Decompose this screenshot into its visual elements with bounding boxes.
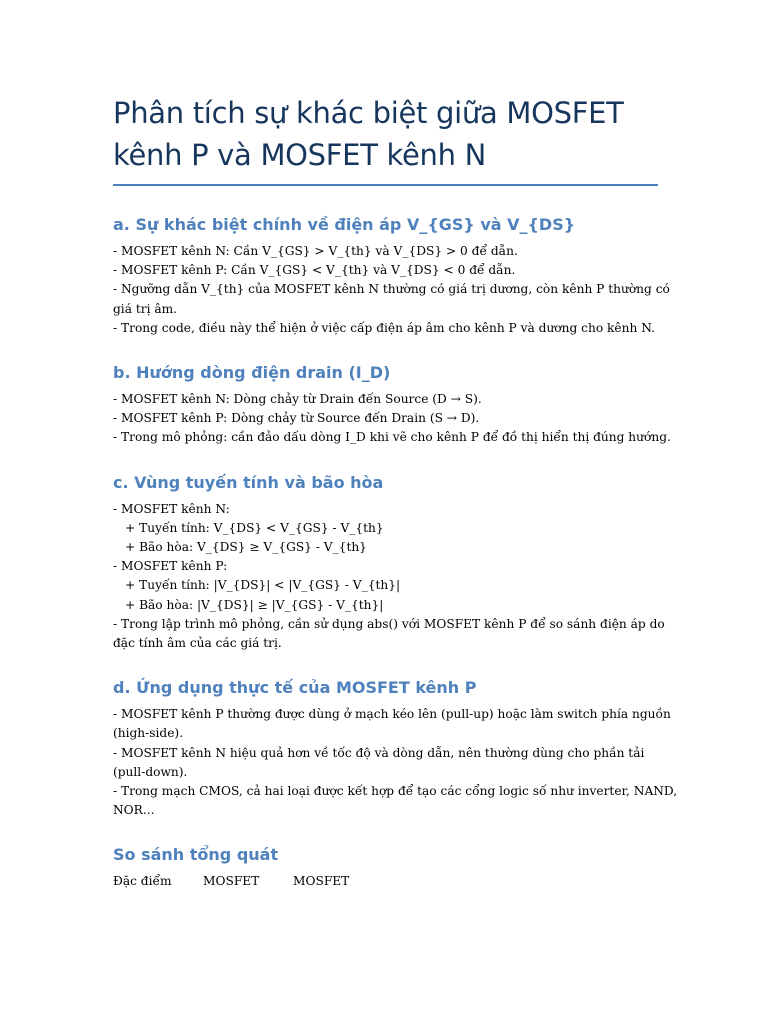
table-header-cell: MOSFET: [203, 874, 260, 889]
title-line-2: kênh P và MOSFET kênh N: [113, 138, 487, 172]
body-line: NOR...: [113, 803, 155, 818]
body-line: - MOSFET kênh P:: [113, 559, 228, 574]
section-applications: [113, 677, 678, 820]
body-line: - Trong mô phỏng: cần đảo dấu dòng I_D khi vẽ cho kênh P để đồ thị hiển thị đúng hướng.: [113, 430, 671, 445]
section-regions: [113, 472, 665, 654]
section-voltage: [113, 214, 670, 338]
section-heading: c. Vùng tuyến tính và bão hòa: [113, 472, 384, 492]
section-heading: So sánh tổng quát: [113, 845, 279, 865]
body-line: (pull-down).: [113, 764, 188, 779]
comparison-table-header: [113, 872, 658, 891]
body-line: - MOSFET kênh N hiệu quả hơn về tốc độ và dòng dẫn, nên thường dùng cho phần tải: [113, 745, 645, 760]
body-line: - Trong code, điều này thể hiện ở việc cấp điện áp âm cho kênh P và dương cho kênh N.: [113, 320, 655, 335]
body-line: + Bão hòa: V_{DS} ≥ V_{GS} - V_{th}: [125, 540, 367, 555]
body-line: - Trong mạch CMOS, cả hai loại được kết hợp để tạo các cổng logic số như inverter, NAND,: [113, 784, 678, 799]
body-line: (high-side).: [113, 726, 184, 741]
title-line-1: Phân tích sự khác biệt giữa MOSFET: [113, 96, 624, 130]
body-line: - MOSFET kênh P thường được dùng ở mạch kéo lên (pull-up) hoặc làm switch phía nguồn: [113, 707, 671, 722]
body-line: + Bão hòa: |V_{DS}| ≥ |V_{GS} - V_{th}|: [125, 597, 384, 612]
table-header-cell: Đặc điểm: [113, 874, 172, 889]
document-page: [113, 92, 678, 891]
body-line: đặc tính âm của các giá trị.: [113, 636, 282, 651]
body-line: - MOSFET kênh N: Dòng chảy từ Drain đến Source (D → S).: [113, 392, 482, 407]
body-line: - MOSFET kênh N:: [113, 501, 230, 516]
section-summary: [113, 844, 658, 891]
title-underline: [113, 184, 658, 186]
body-line: giá trị âm.: [113, 301, 178, 316]
body-line: - MOSFET kênh P: Cần V_{GS} < V_{th} và V_{DS} < 0 để dẫn.: [113, 263, 516, 278]
document-title: [113, 92, 658, 176]
section-heading: d. Ứng dụng thực tế của MOSFET kênh P: [113, 678, 477, 698]
body-line: - MOSFET kênh N: Cần V_{GS} > V_{th} và V_{DS} > 0 để dẫn.: [113, 244, 518, 258]
table-header-cell: MOSFET: [293, 874, 350, 889]
section-drain-current: [113, 362, 671, 448]
section-heading: b. Hướng dòng điện drain (I_D): [113, 363, 391, 383]
section-heading: a. Sự khác biệt chính về điện áp V_{GS} và V_{DS}: [113, 215, 576, 234]
body-line: - Ngưỡng dẫn V_{th} của MOSFET kênh N thường có giá trị dương, còn kênh P thường có: [113, 282, 670, 297]
body-line: + Tuyến tính: V_{DS} < V_{GS} - V_{th}: [125, 520, 384, 535]
body-line: + Tuyến tính: |V_{DS}| < |V_{GS} - V_{th}|: [125, 578, 401, 593]
body-line: - MOSFET kênh P: Dòng chảy từ Source đến Drain (S → D).: [113, 411, 480, 426]
body-line: - Trong lập trình mô phỏng, cần sử dụng abs() với MOSFET kênh P để so sánh điện áp do: [113, 616, 665, 631]
